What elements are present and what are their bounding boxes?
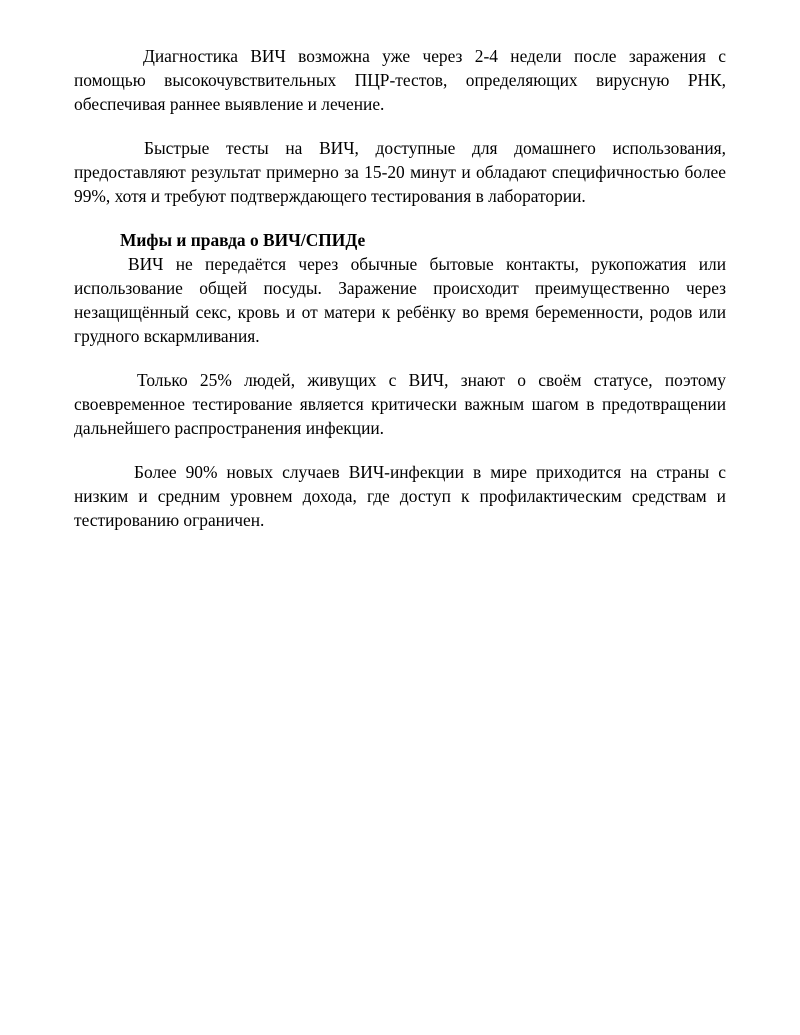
paragraph-new-cases: Более 90% новых случаев ВИЧ-инфекции в мире приходится на страны с низким и средним уровнем дохода, где доступ к профилактическим средствам и тестированию ограничен. bbox=[74, 462, 726, 530]
document-page bbox=[74, 44, 726, 532]
paragraph-diagnostics: Диагностика ВИЧ возможна уже через 2-4 недели после заражения с помощью высокочувствительных ПЦР-тестов, определяющих вирусную РНК, обеспечивая раннее выявление и лечение. bbox=[74, 46, 726, 114]
paragraph-status-awareness: Только 25% людей, живущих с ВИЧ, знают о своём статусе, поэтому своевременное тестирование является критически важным шагом в предотвращении дальнейшего распространения инфекции. bbox=[74, 370, 726, 438]
paragraph-rapid-tests: Быстрые тесты на ВИЧ, доступные для домашнего использования, предоставляют результат примерно за 15-20 минут и обладают специфичностью более 99%, хотя и требуют подтверждающего тестирования в лаборатории. bbox=[74, 138, 726, 206]
section-heading-myths: Мифы и правда о ВИЧ/СПИДе bbox=[120, 230, 366, 250]
paragraph-transmission: ВИЧ не передаётся через обычные бытовые контакты, рукопожатия или использование общей посуды. Заражение происходит преимущественно через незащищённый секс, кровь и от матери к ребёнку во время беременности, родов или грудного вскармливания. bbox=[74, 254, 726, 346]
